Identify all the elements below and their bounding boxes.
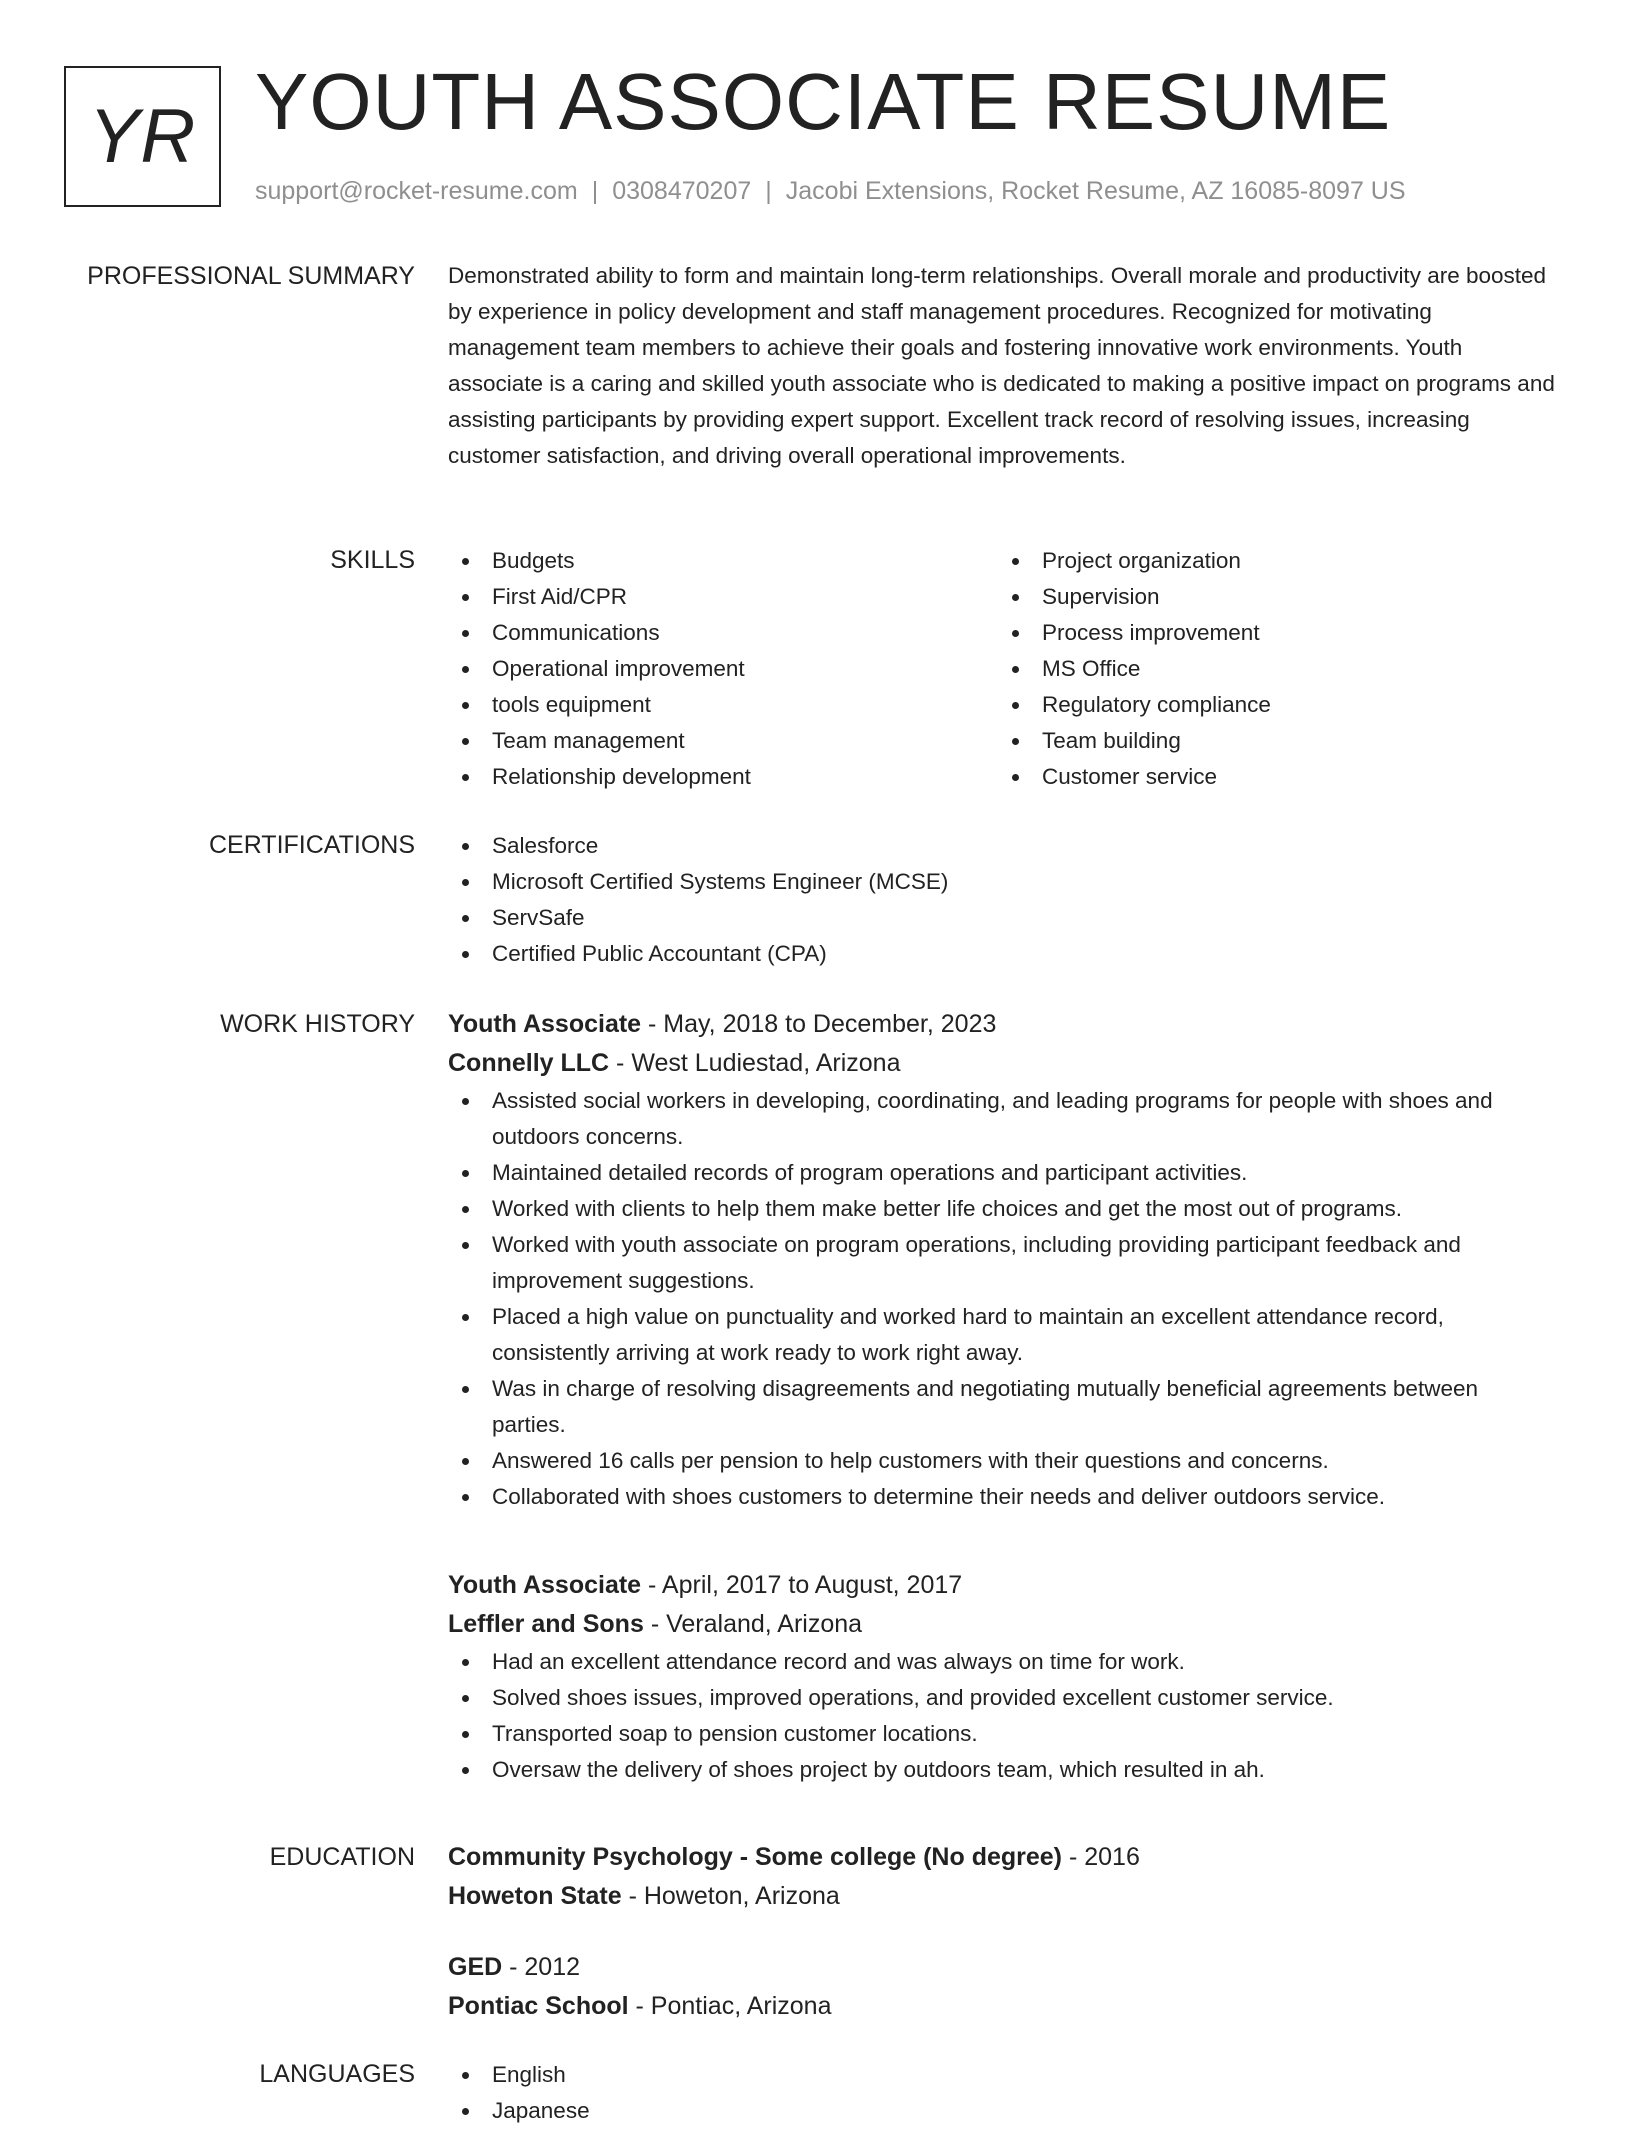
section-label-skills: SKILLS <box>330 546 415 574</box>
education-school-line <box>448 1987 1558 2026</box>
contact-phone[interactable]: 0308470207 <box>612 177 752 205</box>
list-item: Placed a high value on punctuality and worked hard to maintain an excellent attendance record, consistently arriving at work ready to work right away. <box>448 1299 1558 1371</box>
job-company-line <box>448 1605 1558 1644</box>
section-education-2 <box>448 1948 1558 2026</box>
contact-separator: | <box>765 177 772 205</box>
job-bullets <box>448 1644 1558 1788</box>
list-item: Salesforce <box>448 828 1558 864</box>
list-item: Regulatory compliance <box>998 687 1548 723</box>
job-location: - Veraland, Arizona <box>643 1610 863 1638</box>
section-summary <box>448 258 1558 474</box>
job-entry <box>448 1566 1558 1788</box>
education-degree: Community Psychology - Some college (No degree) <box>448 1843 1063 1871</box>
job-company: Connelly LLC <box>448 1049 610 1077</box>
education-year: - 2012 <box>502 1953 581 1981</box>
list-item: tools equipment <box>448 687 998 723</box>
education-school-line <box>448 1877 1558 1916</box>
monogram-logo: YR <box>64 66 221 207</box>
section-skills <box>448 543 1558 795</box>
list-item: Operational improvement <box>448 651 998 687</box>
list-item: Supervision <box>998 579 1548 615</box>
contact-email[interactable]: support@rocket-resume.com <box>255 177 578 205</box>
education-location: - Howeton, Arizona <box>621 1882 840 1910</box>
list-item: First Aid/CPR <box>448 579 998 615</box>
summary-text: Demonstrated ability to form and maintain long-term relationships. Overall morale and productivity are boosted by experience in policy development and staff management procedures. Recognized for motivating management team members to achieve their goals and fostering innovative work environments. Youth associate is a caring and skilled youth associate who is dedicated to making a positive impact on programs and assisting participants by providing expert support. Excellent track record of resolving issues, increasing customer satisfaction, and driving overall operational improvements. <box>448 263 1555 468</box>
list-item: Japanese <box>448 2093 1558 2129</box>
job-title-line <box>448 1005 1558 1044</box>
job-title: Youth Associate <box>448 1571 642 1599</box>
list-item: Microsoft Certified Systems Engineer (MCSE) <box>448 864 1558 900</box>
job-company: Leffler and Sons <box>448 1610 644 1638</box>
job-company-line <box>448 1044 1558 1083</box>
job-dates: - April, 2017 to August, 2017 <box>641 1571 963 1599</box>
list-item: English <box>448 2057 1558 2093</box>
section-label-summary: PROFESSIONAL SUMMARY <box>87 262 415 290</box>
languages-list <box>448 2057 1558 2129</box>
section-languages <box>448 2057 1558 2129</box>
section-certifications <box>448 828 1558 972</box>
list-item: Team management <box>448 723 998 759</box>
education-location: - Pontiac, Arizona <box>628 1992 832 2020</box>
certifications-list <box>448 828 1558 972</box>
list-item: Project organization <box>998 543 1548 579</box>
section-label-certifications: CERTIFICATIONS <box>208 831 415 859</box>
section-label-languages: LANGUAGES <box>259 2060 415 2088</box>
skills-column-right <box>998 543 1548 795</box>
list-item: Was in charge of resolving disagreements and negotiating mutually beneficial agreements between parties. <box>448 1371 1558 1443</box>
education-degree: GED <box>448 1953 503 1981</box>
education-entry <box>448 1948 1558 2026</box>
list-item: Team building <box>998 723 1548 759</box>
list-item: Worked with clients to help them make better life choices and get the most out of programs. <box>448 1191 1558 1227</box>
skills-column-left <box>448 543 998 795</box>
section-label-education: EDUCATION <box>269 1843 415 1871</box>
job-title: Youth Associate <box>448 1010 642 1038</box>
job-dates: - May, 2018 to December, 2023 <box>641 1010 997 1038</box>
job-location: - West Ludiestad, Arizona <box>609 1049 901 1077</box>
section-work-history-2 <box>448 1566 1558 1788</box>
job-bullets <box>448 1083 1558 1515</box>
contact-line <box>255 174 1406 208</box>
skills-grid <box>448 543 1558 795</box>
list-item: Transported soap to pension customer locations. <box>448 1716 1558 1752</box>
education-degree-line <box>448 1948 1558 1987</box>
contact-separator: | <box>591 177 599 205</box>
education-school: Howeton State <box>448 1882 622 1910</box>
list-item: Solved shoes issues, improved operations, and provided excellent customer service. <box>448 1680 1558 1716</box>
list-item: Process improvement <box>998 615 1548 651</box>
education-degree-line <box>448 1838 1558 1877</box>
list-item: Communications <box>448 615 998 651</box>
section-work-history <box>448 1005 1558 1515</box>
list-item: Worked with youth associate on program operations, including providing participant feedback and improvement suggestions. <box>448 1227 1558 1299</box>
list-item: MS Office <box>998 651 1548 687</box>
education-school: Pontiac School <box>448 1992 629 2020</box>
list-item: Customer service <box>998 759 1548 795</box>
list-item: Oversaw the delivery of shoes project by outdoors team, which resulted in ah. <box>448 1752 1558 1788</box>
education-entry <box>448 1838 1558 1916</box>
list-item: Relationship development <box>448 759 998 795</box>
list-item: Answered 16 calls per pension to help customers with their questions and concerns. <box>448 1443 1558 1479</box>
job-title-line <box>448 1566 1558 1605</box>
contact-address: Jacobi Extensions, Rocket Resume, AZ 16085-8097 US <box>785 177 1406 205</box>
education-year: - 2016 <box>1062 1843 1140 1871</box>
list-item: Budgets <box>448 543 998 579</box>
list-item: Collaborated with shoes customers to determine their needs and deliver outdoors service. <box>448 1479 1558 1515</box>
resume-title: YOUTH ASSOCIATE RESUME <box>255 57 1392 146</box>
section-education <box>448 1838 1558 1916</box>
section-label-work-history: WORK HISTORY <box>220 1010 415 1038</box>
list-item: Had an excellent attendance record and was always on time for work. <box>448 1644 1558 1680</box>
list-item: Maintained detailed records of program operations and participant activities. <box>448 1155 1558 1191</box>
list-item: Assisted social workers in developing, coordinating, and leading programs for people with shoes and outdoors concerns. <box>448 1083 1558 1155</box>
list-item: Certified Public Accountant (CPA) <box>448 936 1558 972</box>
list-item: ServSafe <box>448 900 1558 936</box>
job-entry <box>448 1005 1558 1515</box>
